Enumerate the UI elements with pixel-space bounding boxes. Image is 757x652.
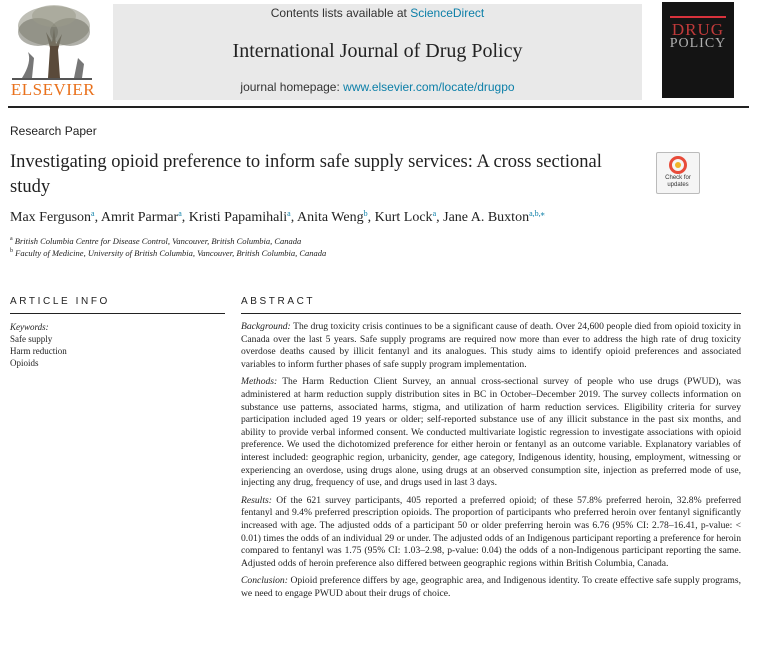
author-name[interactable]: Kurt Lock bbox=[374, 210, 433, 225]
affiliation-sup: b bbox=[10, 248, 13, 255]
abstract-rule bbox=[241, 313, 741, 314]
affiliation-sup: a bbox=[10, 236, 13, 243]
abstract-methods bbox=[241, 376, 741, 489]
author-affil-sup[interactable]: a bbox=[287, 209, 291, 218]
article-type: Research Paper bbox=[10, 124, 97, 138]
check-updates-label: Check for updates bbox=[665, 175, 691, 188]
author-list: Max Ferguson$^a$, Amrit Parmar$^a$, Kristi Papamihali$^a$, Anita Weng$^b$, Kurt Lock$^a$, Jane A. Buxton$^{a,b,⁎}$ bbox=[10, 209, 545, 225]
homepage-prefix: journal homepage: bbox=[240, 80, 340, 94]
abstract-conclusion bbox=[241, 575, 741, 600]
cover-title-line2: POLICY bbox=[669, 36, 727, 51]
keyword-item[interactable]: Opioids bbox=[10, 358, 39, 368]
author-affil-sup[interactable]: a bbox=[91, 209, 95, 218]
abstract-heading: ABSTRACT bbox=[241, 296, 316, 307]
abstract-body bbox=[241, 321, 741, 605]
journal-homepage-link[interactable]: www.elsevier.com/locate/drugpo bbox=[343, 80, 515, 94]
sciencedirect-link[interactable]: ScienceDirect bbox=[410, 6, 485, 20]
affiliation-text: Faculty of Medicine, University of British Columbia, Vancouver, British Columbia, Canada bbox=[15, 248, 327, 258]
check-updates-icon bbox=[669, 156, 687, 174]
author-name[interactable]: Max Ferguson bbox=[10, 210, 92, 225]
article-info-heading: ARTICLE INFO bbox=[10, 296, 110, 307]
article-info-rule bbox=[10, 313, 225, 314]
section-label: Methods: bbox=[241, 376, 278, 388]
section-text: The Harm Reduction Client Survey, an annual cross-sectional survey of people who use drugs (PWUD), was administered at harm reduction supply distribution sites in BC in October–December 2019. The survey collects information on substance use patterns, associated harms, stigma, and utilization of harm reduction services. Eligibility criteria for survey participation included aged 19 years or older; self-reported substance use of any illicit substance in the past six months, and ability to provide verbal informed consent. We conducted multivariate logistic regression to investigate associations with opioid preference. We used the dichotomized preference for either heroin or fentanyl as an outcome variable. Explanatory variables of interest included: geographic region, urbanicity, gender, age category, Indigenous identity, housing, employment, witnessing or experiencing an overdose, using drugs alone, using drugs at an observed consumption site, injection as preferred mode of use, injecting any drug, frequency of use, and drugs used in last 3 days. bbox=[241, 376, 741, 489]
section-text: Opioid preference differs by age, geographic area, and Indigenous identity. To create effective safe supply programs, we need to engage PWUD about their drugs of choice. bbox=[241, 575, 741, 599]
header-divider bbox=[8, 106, 749, 108]
section-text: Of the 621 survey participants, 405 reported a preferred opioid; of these 57.8% preferred heroin, 32.8% preferred fentanyl and 9.4% preferred prescription opioids. The proportion of participants who preferred heroin over fentanyl significantly increased with age. The adjusted odds of a participant 50 or older preferring heroin was 6.76 (95% CI: 2.78–16.41, p-value: < 0.01) times the odds of an individual 29 or under. The adjusted odds of an Indigenous participant reporting a preference for heroin compared to fentanyl was 1.75 (95% CI: 1.03–2.98, p-value: 0.04) the odds of a non-Indigenous participant reporting the same. Adjusted odds of heroin preference also differed between geographic regions within British Columbia, Canada. bbox=[241, 494, 741, 569]
section-label: Background: bbox=[241, 321, 291, 332]
homepage-line bbox=[113, 80, 642, 94]
article-title: Investigating opioid preference to inform safe supply services: A cross sectional study bbox=[10, 152, 602, 197]
author-name[interactable]: Jane A. Buxton bbox=[443, 210, 530, 225]
section-text: The drug toxicity crisis continues to be a significant cause of death. Over 24,600 people died from opioid toxicity in Canada over the last 5 years. Safe supply programs are required now more than ever to address the high rate of drug toxicity overdose deaths caused by illicit fentanyl and its analogues. This study aims to identify opioid preferences and associated variables to inform further phases of safe supply program implementation. bbox=[241, 321, 741, 370]
keyword-item[interactable]: Safe supply bbox=[10, 334, 53, 344]
affiliation bbox=[10, 248, 326, 258]
abstract-results bbox=[241, 495, 741, 571]
author-name[interactable]: Anita Weng bbox=[296, 210, 364, 225]
elsevier-wordmark: ELSEVIER bbox=[10, 80, 96, 99]
author-name[interactable]: Kristi Papamihali bbox=[188, 210, 288, 225]
journal-cover-image bbox=[662, 2, 734, 98]
journal-title: International Journal of Drug Policy bbox=[232, 40, 523, 62]
cover-accent-bar bbox=[670, 16, 726, 18]
author-affil-sup[interactable]: b bbox=[363, 209, 368, 218]
author-affil-sup[interactable]: a bbox=[432, 209, 437, 218]
journal-header bbox=[113, 4, 642, 100]
check-for-updates-button[interactable] bbox=[656, 152, 700, 194]
keyword-item[interactable]: Harm reduction bbox=[10, 346, 67, 356]
affiliation-text: British Columbia Centre for Disease Control, Vancouver, British Columbia, Canada bbox=[14, 236, 302, 246]
contents-prefix: Contents lists available at bbox=[270, 6, 407, 20]
keywords-label: Keywords: bbox=[10, 322, 49, 332]
section-label: Results: bbox=[241, 494, 272, 506]
author-affil-sup[interactable]: a bbox=[178, 209, 182, 218]
affiliation bbox=[10, 236, 301, 246]
author-affil-sup[interactable]: a,b,⁎ bbox=[529, 209, 545, 218]
section-label: Conclusion: bbox=[241, 575, 288, 587]
contents-line bbox=[113, 6, 642, 20]
author-name[interactable]: Amrit Parmar bbox=[100, 210, 179, 225]
abstract-background bbox=[241, 321, 741, 371]
cover-title-line1: DRUG bbox=[671, 20, 725, 39]
